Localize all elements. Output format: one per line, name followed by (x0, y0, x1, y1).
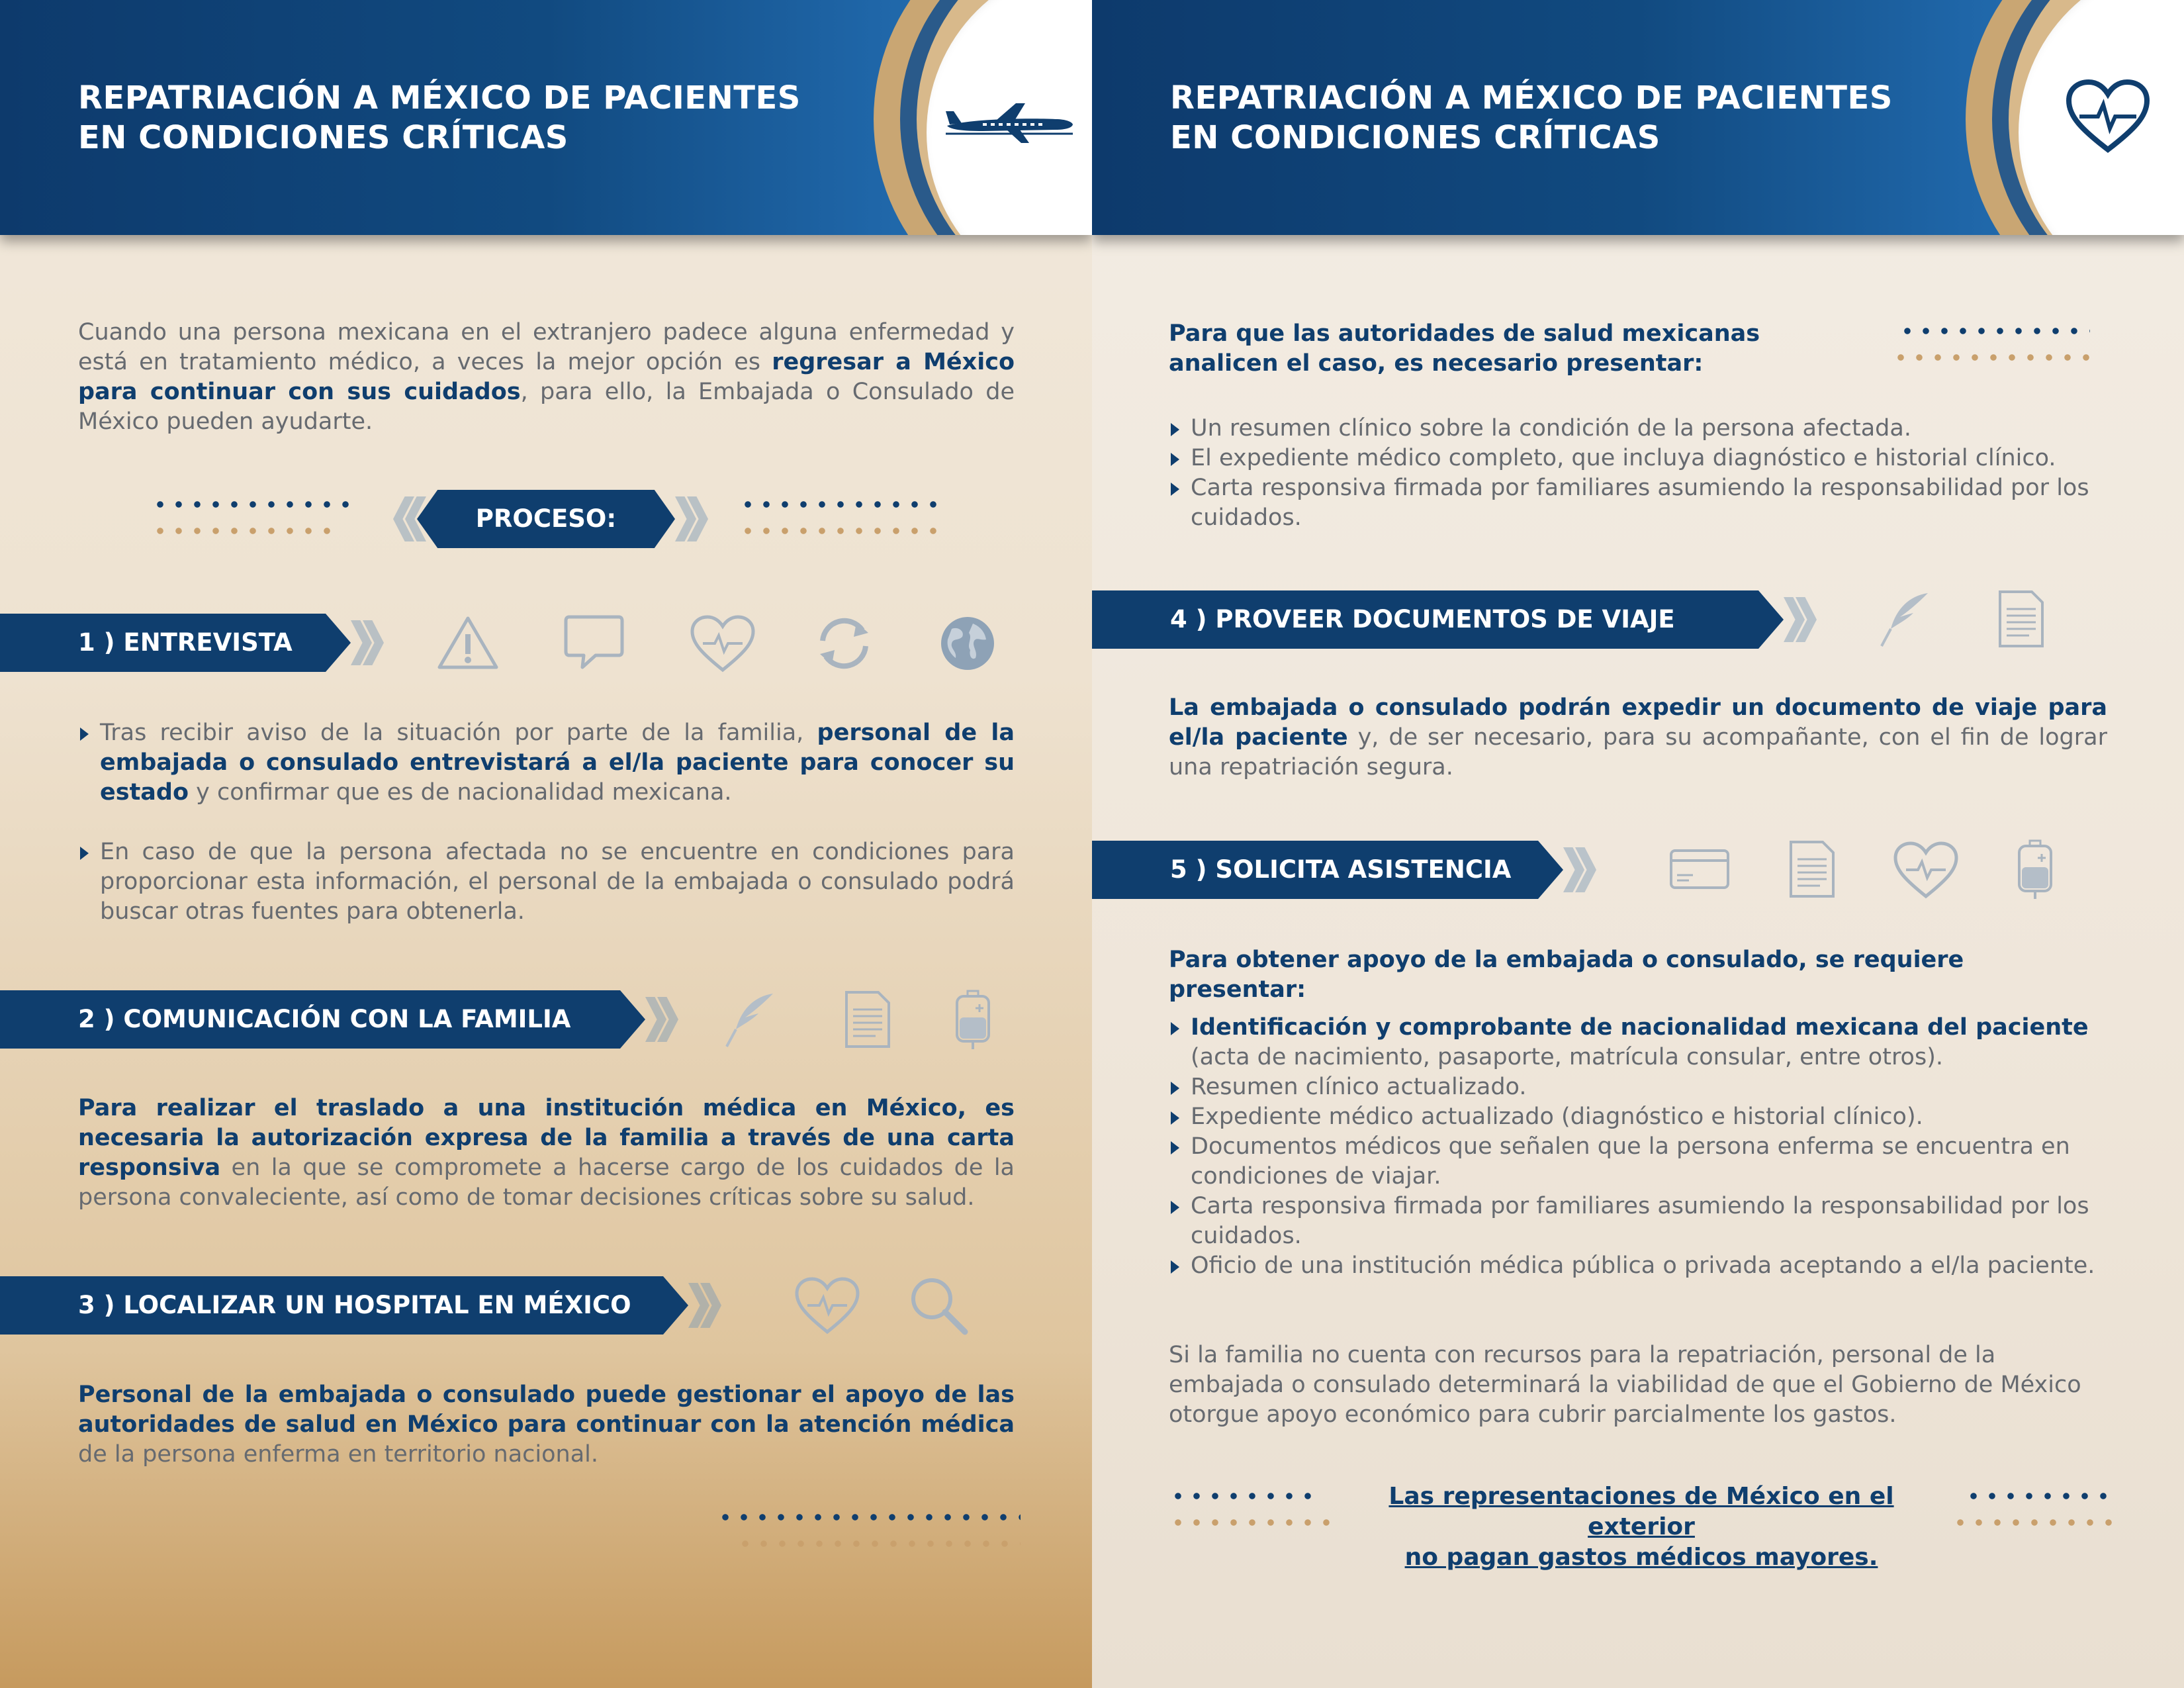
step-5-list (1169, 1013, 2109, 1281)
right-header (1092, 0, 2184, 235)
warning-icon (437, 614, 500, 671)
step-1-bullets (78, 718, 1015, 927)
document-icon (1997, 589, 2045, 649)
list-item: Resumen clínico actualizado. (1169, 1072, 2109, 1102)
step-2-highlight: Para realizar el traslado a una institución médica en México, es necesaria la autorización expresa de la familia a través de una carta responsiva (78, 1095, 1015, 1181)
quill-icon (1876, 589, 1933, 649)
intro-highlight: regresar a México para continuar con sus cuidados (78, 349, 1015, 405)
left-header (0, 0, 1092, 235)
requirements-heading: Para que las autoridades de salud mexicanas analicen el caso, es necesario presentar: (1169, 320, 1760, 377)
airplane-icon (943, 99, 1075, 146)
list-item-text: (acta de nacimiento, pasaporte, matrícula consular, entre otros). (1191, 1044, 1943, 1070)
list-item: Carta responsiva firmada por familiares asumiendo la responsabilidad por los cuidados. (1169, 1192, 2109, 1251)
step-2-label: 2 ) COMUNICACIÓN CON LA FAMILIA (78, 1005, 571, 1033)
dots-divider (716, 1514, 1021, 1560)
bullet-text: Tras recibir aviso de la situación por parte de la familia, (100, 720, 817, 746)
step-3-highlight: Personal de la embajada o consulado puede gestionar el apoyo de las autoridades de salud en México para continuar con la atención médica (78, 1382, 1015, 1438)
step-4-text: y, de ser necesario, para su acompañante, con el fin de lograr una repatriación segura. (1169, 724, 2108, 780)
heart-pulse-icon (1893, 841, 1959, 899)
right-panel (1092, 0, 2184, 1688)
step-2-text: en la que se compromete a hacerse cargo de los cuidados de la persona convaleciente, así como de tomar decisiones críticas sobre su salud. (78, 1154, 1015, 1211)
dots-divider (1898, 328, 2090, 374)
step-3-text: de la persona enferma en territorio nacional. (78, 1441, 598, 1468)
step-5-banner (1092, 841, 1570, 899)
id-card-icon (1669, 849, 1730, 890)
step-4-highlight: La embajada o consulado podrán expedir un documento de viaje para el/la paciente (1169, 694, 2107, 751)
heart-pulse-icon (690, 614, 756, 673)
page-title: REPATRIACIÓN A MÉXICO DE PACIENTES EN CONDICIONES CRÍTICAS (78, 79, 801, 156)
list-item-highlight: Identificación y comprobante de nacionalidad mexicana del paciente (1191, 1014, 2089, 1041)
proceso-badge (417, 490, 675, 548)
step-2-banner (0, 990, 652, 1049)
dots-divider (151, 501, 356, 547)
iv-bag-icon (953, 990, 993, 1051)
step-2-paragraph (78, 1094, 1015, 1213)
step-1-banner (0, 614, 357, 672)
list-item (78, 837, 1015, 927)
closing-line: no pagan gastos médicos mayores. (1404, 1544, 1878, 1571)
document-icon (1788, 839, 1836, 899)
list-item (78, 718, 1015, 808)
globe-icon (938, 614, 997, 673)
bullet-highlight: personal de la embajada o consulado entrevistará a el/la paciente para conocer su estado (100, 720, 1015, 806)
step-3-paragraph (78, 1380, 1015, 1470)
step-5-label: 5 ) SOLICITA ASISTENCIA (1170, 855, 1512, 884)
step-5-heading: Para obtener apoyo de la embajada o consulado, se requiere presentar: (1169, 947, 1964, 1003)
list-item: Carta responsiva firmada por familiares asumiendo la responsabilidad por los cuidados. (1169, 473, 2095, 533)
dots-divider (1169, 1493, 1318, 1539)
chat-bubble-icon (563, 613, 625, 671)
proceso-label: PROCESO: (475, 504, 617, 533)
list-item: El expediente médico completo, que incluya diagnóstico e historial clínico. (1169, 444, 2095, 473)
refresh-icon (813, 614, 876, 673)
closing-line: Las representaciones de México en el exterior (1388, 1483, 1894, 1540)
dots-divider (739, 501, 944, 547)
quill-icon (721, 990, 778, 1049)
iv-bag-icon (2015, 839, 2055, 900)
step-4-paragraph (1169, 693, 2107, 782)
dots-divider (1964, 1493, 2113, 1539)
heart-pulse-icon (794, 1276, 860, 1335)
intro-text: Cuando una persona mexicana en el extranjero padece alguna enfermedad y está en tratamiento médico, a veces la mejor opción es (78, 319, 1015, 375)
list-item: Un resumen clínico sobre la condición de la persona afectada. (1169, 414, 2095, 444)
page-title: REPATRIACIÓN A MÉXICO DE PACIENTES EN CONDICIONES CRÍTICAS (1170, 79, 1893, 156)
closing-note (1350, 1481, 1933, 1573)
requirements-list (1169, 414, 2095, 533)
bullet-text: En caso de que la persona afectada no se encuentre en condiciones para proporcionar esta información, el personal de la embajada o consulado podrá buscar otras fuentes para obtenerla. (100, 839, 1015, 925)
bullet-text-end: y confirmar que es de nacionalidad mexicana. (189, 779, 732, 806)
magnifier-icon (908, 1275, 969, 1336)
list-item: Oficio de una institución médica pública o privada aceptando a el/la paciente. (1169, 1251, 2109, 1281)
step-4-label: 4 ) PROVEER DOCUMENTOS DE VIAJE (1170, 605, 1675, 633)
list-item (1169, 1013, 2109, 1072)
list-item: Documentos médicos que señalen que la persona enferma se encuentra en condiciones de viajar. (1169, 1132, 2109, 1192)
intro-paragraph (78, 318, 1015, 437)
document-icon (844, 990, 891, 1049)
step-3-banner (0, 1276, 695, 1335)
step-4-banner (1092, 590, 1790, 649)
heart-pulse-icon (2065, 78, 2151, 154)
list-item: Expediente médico actualizado (diagnóstico e historial clínico). (1169, 1102, 2109, 1132)
intro-text-end: , para ello, la Embajada o Consulado de México pueden ayudarte. (78, 379, 1015, 435)
financial-note: Si la familia no cuenta con recursos para la repatriación, personal de la embajada o consulado determinará la viabilidad de que el Gobierno de México otorgue apoyo económico para cubrir parcialmente los gastos. (1169, 1342, 2081, 1428)
step-1-label: 1 ) ENTREVISTA (78, 628, 293, 657)
step-3-label: 3 ) LOCALIZAR UN HOSPITAL EN MÉXICO (78, 1291, 631, 1319)
